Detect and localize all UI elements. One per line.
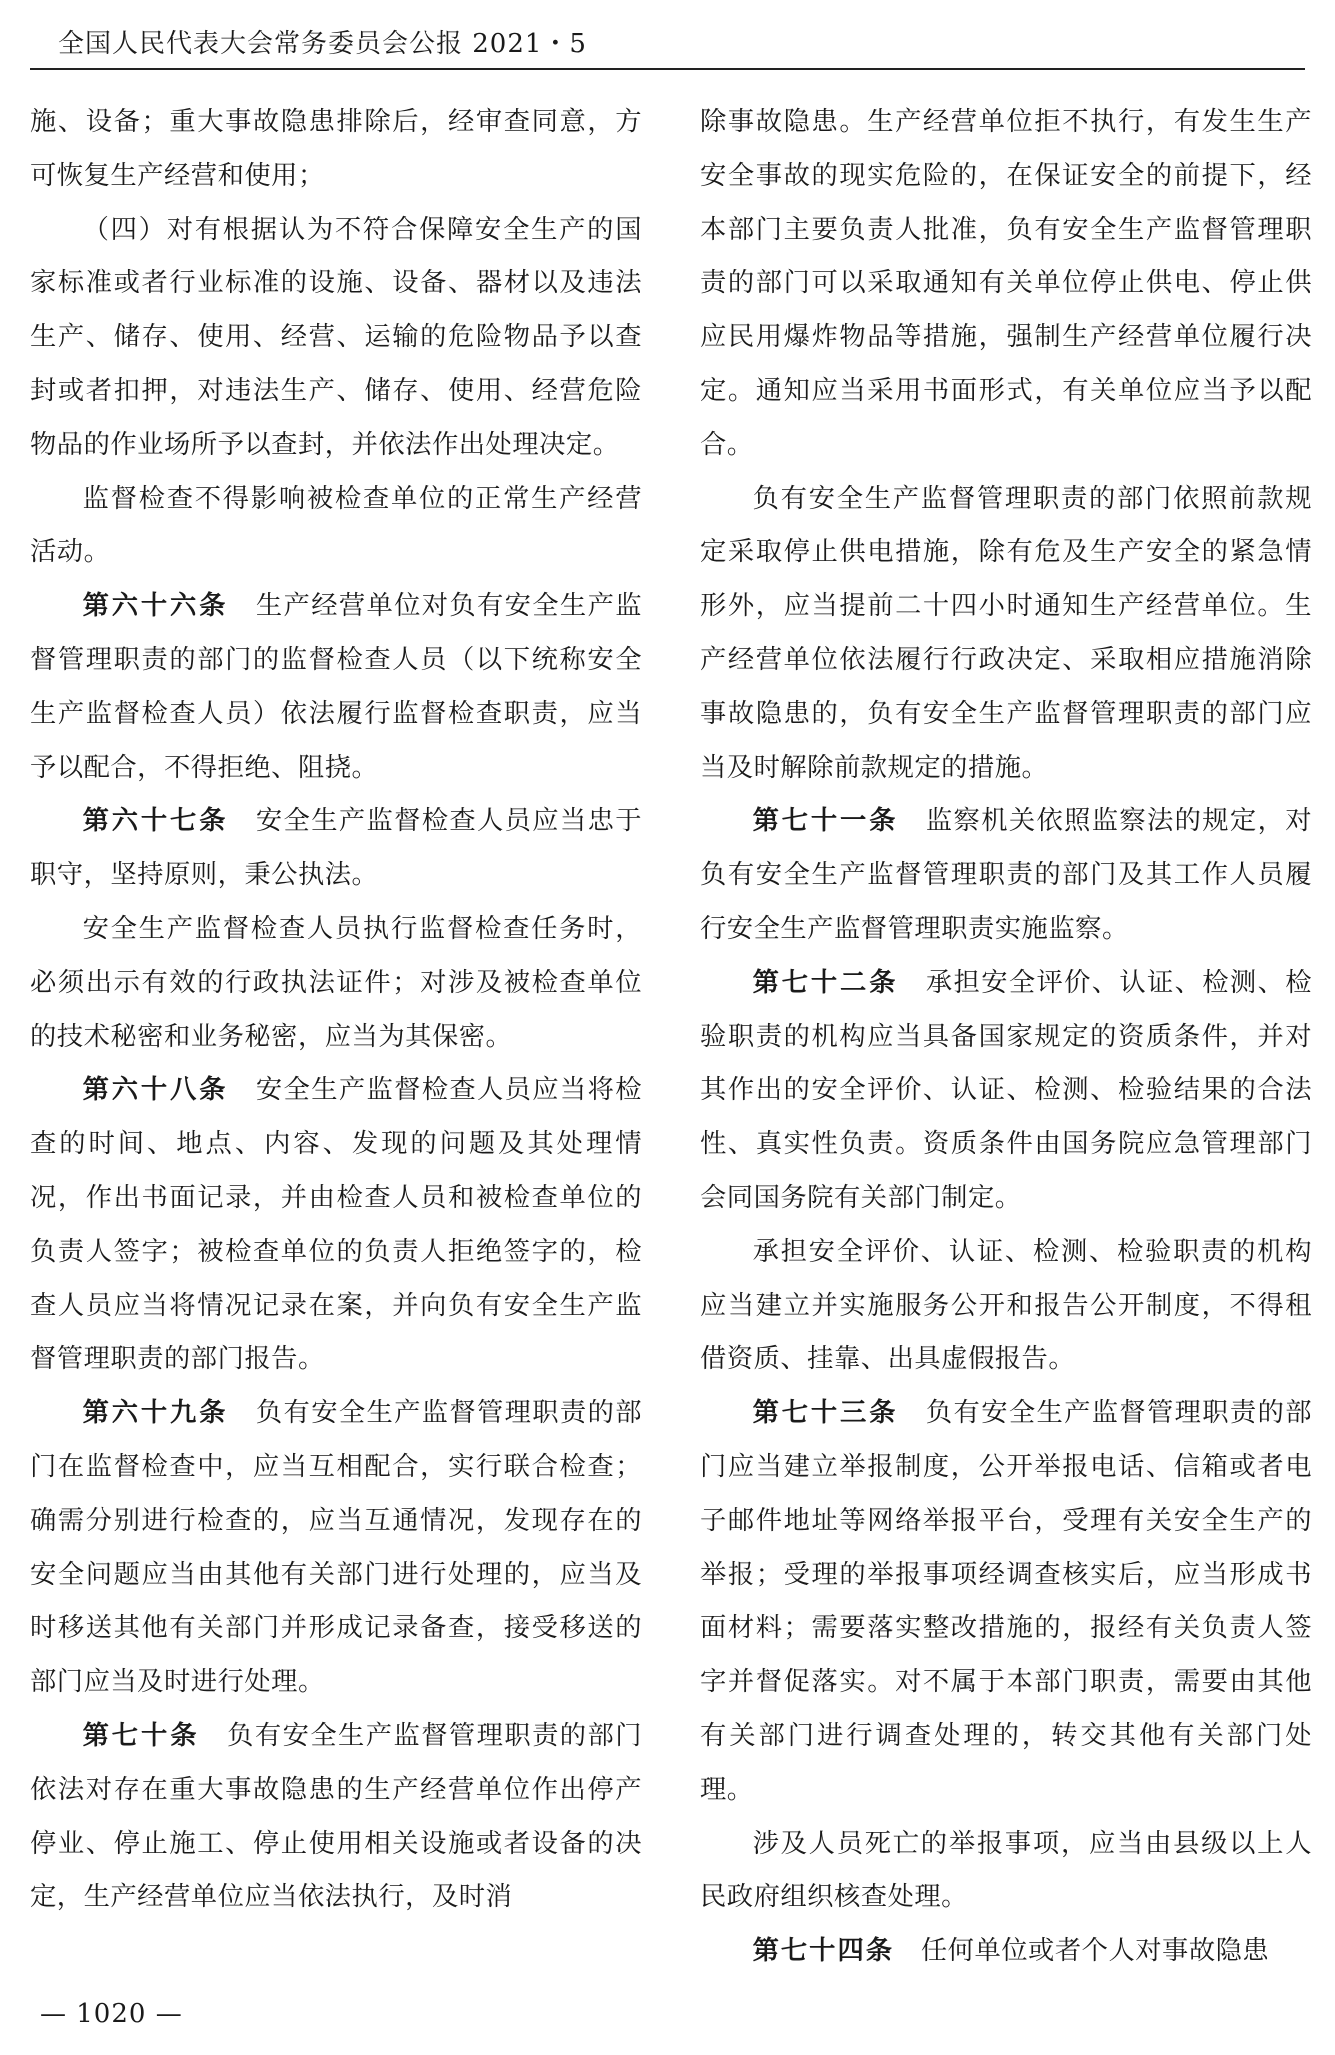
paragraph-text: 负有安全生产监督管理职责的部门依照前款规定采取停止供电措施，除有危及生产安全的紧急情形外，应当提前二十四小时通知生产经营单位。生产经营单位依法履行行政决定、采取相应措施消除事故隐患的，负有安全生产监督管理职责的部门应当及时解除前款规定的措施。 (700, 483, 1312, 783)
paragraph-text: 安全生产监督检查人员应当将检查的时间、地点、内容、发现的问题及其处理情况，作出书面记录，并由检查人员和被检查单位的负责人签字；被检查单位的负责人拒绝签字的，检查人员应当将情况记录在案，并向负有安全生产监督管理职责的部门报告。 (30, 1075, 643, 1375)
article-number: 第七十二条 (752, 967, 899, 998)
article-number: 第七十四条 (752, 1936, 895, 1967)
paragraph-text: 负有安全生产监督管理职责的部门依法对存在重大事故隐患的生产经营单位作出停产停业、停止施工、停止使用相关设施或者设备的决定，生产经营单位应当依法执行，及时消 (30, 1720, 643, 1913)
article-number: 第六十九条 (82, 1398, 229, 1429)
paragraph (30, 1387, 642, 1710)
paragraph (700, 473, 1312, 796)
article-number: 第六十七条 (82, 806, 229, 837)
paragraph (700, 1387, 1312, 1817)
article-number: 第六十六条 (82, 591, 229, 622)
article-number: 第七十三条 (752, 1398, 899, 1429)
paragraph-text: 除事故隐患。生产经营单位拒不执行，有发生生产安全事故的现实危险的，在保证安全的前提下，经本部门主要负责人批准，负有安全生产监督管理职责的部门可以采取通知有关单位停止供电、停止供应民用爆炸物品等措施，强制生产经营单位履行决定。通知应当采用书面形式，有关单位应当予以配合。 (700, 107, 1312, 460)
paragraph (30, 96, 642, 204)
paragraph-text: 安全生产监督检查人员执行监督检查任务时，必须出示有效的行政执法证件；对涉及被检查单位的技术秘密和业务秘密，应当为其保密。 (30, 913, 642, 1052)
paragraph-text: 监察机关依照监察法的规定，对负有安全生产监督管理职责的部门及其工作人员履行安全生产监督管理职责实施监察。 (700, 806, 1313, 944)
paragraph-text: 监督检查不得影响被检查单位的正常生产经营活动。 (30, 483, 642, 568)
paragraph (700, 1818, 1312, 1926)
article-number: 第七十条 (82, 1720, 200, 1751)
paragraph-text: 安全生产监督检查人员应当忠于职守，坚持原则，秉公执法。 (30, 806, 643, 891)
paragraph (30, 1710, 642, 1925)
right-column (700, 96, 1312, 1979)
paragraph-text: 负有安全生产监督管理职责的部门在监督检查中，应当互相配合，实行联合检查；确需分别进行检查的，应当互通情况，发现存在的安全问题应当由其他有关部门进行处理的，应当及时移送其他有关部门并形成记录备查，接受移送的部门应当及时进行处理。 (30, 1398, 643, 1698)
paragraph-text: 任何单位或者个人对事故隐患 (920, 1936, 1270, 1967)
paragraph-text: 承担安全评价、认证、检测、检验职责的机构应当具备国家规定的资质条件，并对其作出的安全评价、认证、检测、检验结果的合法性、真实性负责。资质条件由国务院应急管理部门会同国务院有关部门制定。 (700, 967, 1313, 1213)
page-header (30, 22, 1305, 70)
journal-title: 全国人民代表大会常务委员会公报 2021・5 (58, 29, 587, 59)
paragraph (700, 957, 1312, 1226)
paragraph (30, 1064, 642, 1387)
paragraph-text: 负有安全生产监督管理职责的部门应当建立举报制度，公开举报电话、信箱或者电子邮件地址等网络举报平台，受理有关安全生产的举报；受理的举报事项经调查核实后，应当形成书面材料；需要落实整改措施的，报经有关负责人签字并督促落实。对不属于本部门职责，需要由其他有关部门进行调查处理的，转交其他有关部门处理。 (700, 1398, 1313, 1805)
paragraph (700, 1925, 1312, 1979)
paragraph (700, 795, 1312, 956)
paragraph (30, 204, 642, 473)
paragraph (30, 903, 642, 1064)
paragraph-text: 施、设备；重大事故隐患排除后，经审查同意，方可恢复生产经营和使用； (30, 107, 642, 191)
paragraph (30, 473, 642, 581)
paragraph-text: 承担安全评价、认证、检测、检验职责的机构应当建立并实施服务公开和报告公开制度，不得租借资质、挂靠、出具虚假报告。 (700, 1236, 1312, 1375)
page-number: — 1020 — (40, 1999, 183, 2029)
paragraph (30, 580, 642, 795)
body-columns (30, 96, 1313, 1967)
article-number: 第七十一条 (752, 806, 899, 837)
paragraph-text: （四）对有根据认为不符合保障安全生产的国家标准或者行业标准的设施、设备、器材以及违法生产、储存、使用、经营、运输的危险物品予以查封或者扣押，对违法生产、储存、使用、经营危险物品的作业场所予以查封，并依法作出处理决定。 (30, 214, 642, 460)
paragraph (700, 96, 1312, 473)
left-column (30, 96, 642, 1925)
paragraph (700, 1226, 1312, 1387)
article-number: 第六十八条 (82, 1075, 229, 1106)
paragraph-text: 生产经营单位对负有安全生产监督管理职责的部门的监督检查人员（以下统称安全生产监督检查人员）依法履行监督检查职责，应当予以配合，不得拒绝、阻挠。 (30, 591, 643, 783)
paragraph (30, 795, 642, 903)
paragraph-text: 涉及人员死亡的举报事项，应当由县级以上人民政府组织核查处理。 (700, 1828, 1312, 1913)
